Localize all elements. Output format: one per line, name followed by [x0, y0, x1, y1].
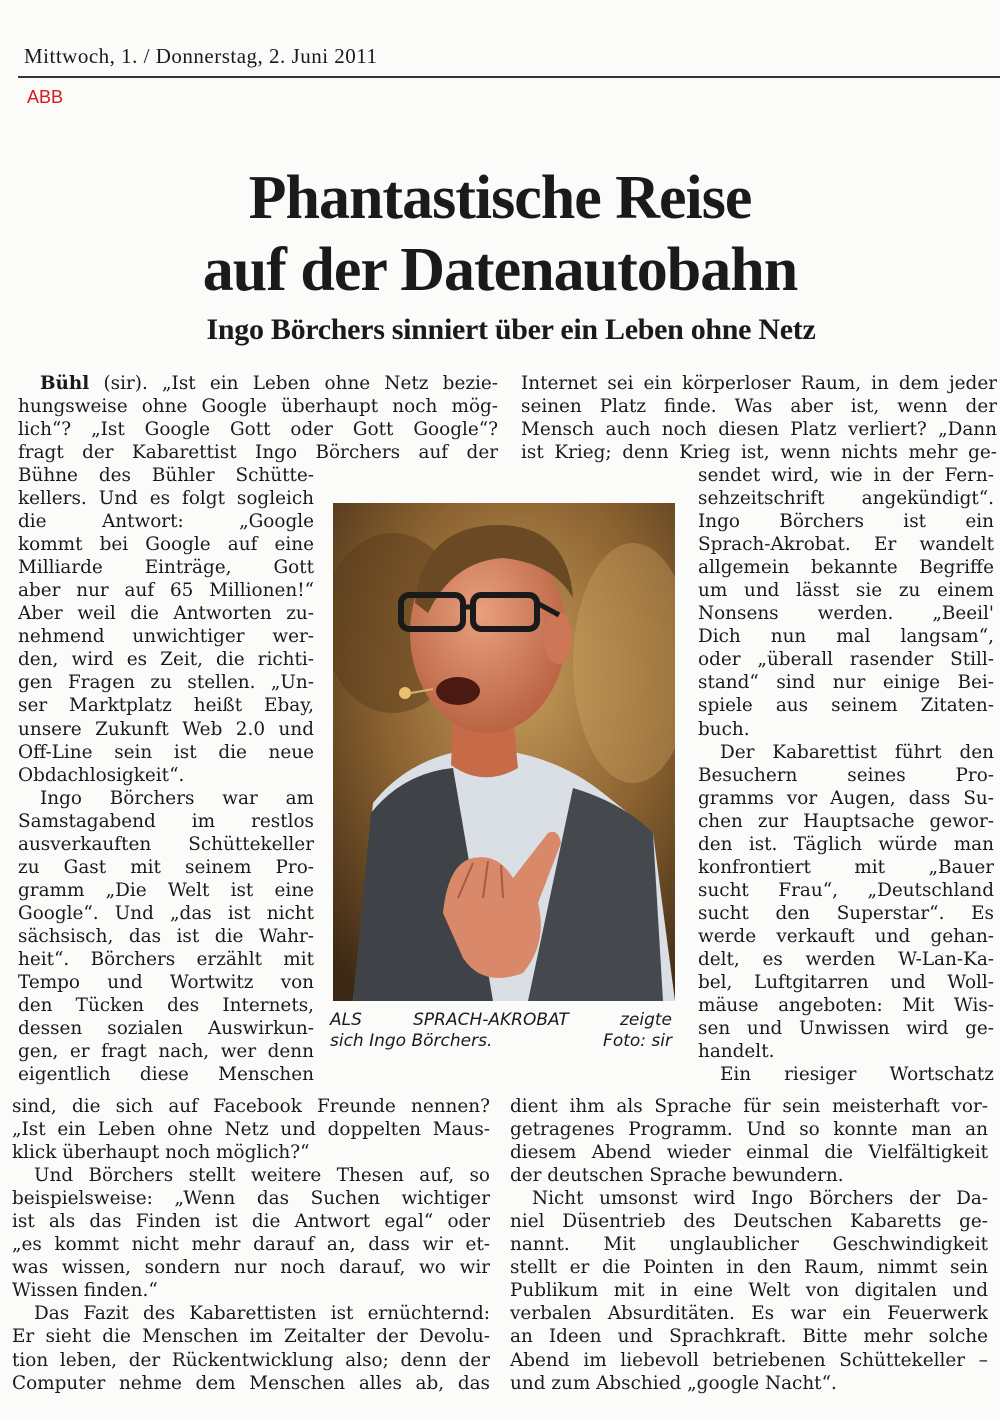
text-line: [698, 625, 994, 648]
text-line-content: gramms vor Augen, dass Su-: [698, 787, 994, 809]
headline: [0, 162, 1000, 306]
text-line: [510, 1141, 988, 1164]
text-line-content: Sprach-Akrobat. Er wandelt: [698, 534, 994, 556]
text-line-content: aber nur auf 65 Millionen!“: [18, 580, 314, 602]
text-line: [510, 1187, 988, 1210]
text-line-content: klick überhaupt noch möglich?“: [12, 1142, 310, 1164]
text-line: [12, 1210, 490, 1233]
text-line-content: konfrontiert mit „Bauer: [698, 856, 994, 878]
text-line-content: werde verkauft und gehan-: [698, 925, 994, 947]
text-line-content: Google“. Und „das ist nicht: [18, 902, 314, 924]
text-line-content: Nicht umsonst wird Ingo Börchers der Da-: [532, 1188, 988, 1210]
text-line-content: heit“. Börchers erzählt mit: [18, 948, 314, 970]
text-line-content: sehzeitschrift angekündigt“.: [698, 488, 994, 510]
text-line-content: den, wird es Zeit, die richti-: [18, 649, 314, 671]
text-line-content: „es kommt nicht mehr darauf an, dass wir et-: [12, 1234, 490, 1256]
text-line-content: (sir). „Ist ein Leben ohne Netz bezie-: [89, 373, 498, 394]
text-line-content: Dich nun mal langsam“,: [698, 626, 994, 648]
text-line-content: sendet wird, wie in der Fern-: [698, 465, 994, 486]
text-line-content: dient ihm als Sprache für sein meisterhaft vor-: [510, 1096, 988, 1117]
text-line-content: handelt.: [698, 1041, 775, 1063]
text-line: [12, 1372, 490, 1395]
text-line: [510, 1256, 988, 1279]
text-line: [18, 787, 314, 810]
text-line-content: fragt der Kabarettist Ingo Börchers auf der: [18, 442, 498, 464]
text-line: [510, 1325, 988, 1348]
text-line: [510, 1372, 988, 1395]
text-line: [18, 994, 314, 1017]
text-line: [18, 925, 314, 948]
caption-word-1: ALS: [330, 1010, 362, 1030]
text-line-content: gramm „Die Welt ist eine: [18, 879, 314, 901]
text-line: [698, 879, 994, 902]
text-line: [510, 1118, 988, 1141]
text-line-content: spiele aus seinem Zitaten-: [698, 695, 994, 717]
column-2-bottom: [510, 1095, 988, 1395]
text-line: [698, 533, 994, 556]
text-line-content: der deutschen Sprache bewundern.: [510, 1165, 844, 1187]
text-line-content: sen und Unwissen wird ge-: [698, 1018, 994, 1040]
text-line: [18, 741, 314, 764]
text-line-content: bel, Luftgitarren und Woll-: [698, 972, 994, 994]
text-line: [698, 810, 994, 833]
photo-credit: Foto: sir: [603, 1031, 672, 1051]
column-2-narrow: [698, 464, 994, 1086]
text-line-content: sucht den Superstar“. Es: [698, 902, 994, 924]
text-line: [18, 902, 314, 925]
text-line: [698, 510, 994, 533]
text-line: [521, 441, 997, 464]
text-line-content: verbalen Absurditäten. Es war ein Feuerwerk: [510, 1303, 988, 1325]
text-line: [12, 1233, 490, 1256]
text-line-content: Der Kabarettist führt den: [720, 741, 994, 763]
text-line: [698, 464, 994, 487]
column-2-top: [521, 372, 997, 464]
text-line: [521, 418, 997, 441]
text-line: [18, 1063, 314, 1086]
text-line-content: Wissen finden.“: [12, 1280, 158, 1302]
text-line: [18, 1040, 314, 1063]
text-line: [18, 418, 498, 441]
text-line: [521, 395, 997, 418]
column-1-bottom: [12, 1095, 490, 1395]
text-line: [698, 1040, 994, 1063]
text-line-content: Nonsens werden. „Beeil': [698, 603, 994, 625]
text-line-content: getragenes Programm. Und so konnte man an: [510, 1119, 988, 1141]
text-line: [18, 1017, 314, 1040]
text-line: [510, 1349, 988, 1372]
text-line: [510, 1233, 988, 1256]
text-line: [18, 441, 498, 464]
text-line: [698, 902, 994, 925]
text-line: [12, 1164, 490, 1187]
text-line-content: ist Krieg; denn Krieg ist, wenn nichts mehr ge-: [521, 442, 997, 464]
text-line: [12, 1118, 490, 1141]
text-line-content: seinen Platz finde. Was aber ist, wenn der: [521, 396, 997, 418]
caption-word-2: SPRACH-AKROBAT: [413, 1010, 569, 1030]
text-line: [18, 625, 314, 648]
text-line-content: stellt er die Pointen in den Raum, nimmt sein: [510, 1257, 988, 1279]
text-line: [18, 487, 314, 510]
text-line: [18, 810, 314, 833]
text-line: [510, 1095, 988, 1118]
text-line: [18, 579, 314, 602]
text-line-content: Ingo Börchers ist ein: [698, 511, 994, 533]
text-line-content: und zum Abschied „google Nacht“.: [510, 1372, 837, 1394]
text-line: [18, 671, 314, 694]
text-line-content: allgemein bekannte Begriffe: [698, 557, 994, 579]
text-line-content: an Ideen und Sprachkraft. Bitte mehr solche: [510, 1326, 988, 1348]
text-line-content: ser Marktplatz heißt Ebay,: [18, 695, 314, 717]
text-line-content: Tempo und Wortwitz von: [18, 972, 314, 994]
text-line: [18, 602, 314, 625]
text-line: [698, 718, 994, 741]
text-line-content: lich“? „Ist Google Gott oder Gott Google“?: [18, 419, 498, 441]
text-line: [698, 741, 994, 764]
text-line-content: Off-Line sein ist die neue: [18, 741, 314, 763]
text-line-content: Und Börchers stellt weitere Thesen auf, so: [34, 1165, 490, 1187]
text-line: [18, 510, 314, 533]
text-line: [521, 372, 997, 395]
text-line: [18, 764, 314, 787]
text-line: [18, 395, 498, 418]
text-line-content: oder „überall rasender Still-: [698, 649, 994, 671]
text-line-content: Computer nehme dem Menschen alles ab, das: [12, 1372, 490, 1394]
text-line-content: eigentlich diese Menschen: [18, 1064, 314, 1086]
text-line-content: nehmend unwichtiger wer-: [18, 626, 314, 648]
text-line-content: unsere Zukunft Web 2.0 und: [18, 718, 314, 740]
text-line-content: sind, die sich auf Facebook Freunde nennen?: [12, 1096, 490, 1117]
text-line: [698, 787, 994, 810]
headline-line-1: Phantastische Reise: [248, 164, 752, 232]
text-line: [18, 648, 314, 671]
text-line-content: Besuchern seines Pro-: [698, 764, 994, 786]
text-line: [18, 533, 314, 556]
text-line: [698, 602, 994, 625]
text-line-content: dessen sozialen Auswirkun-: [18, 1018, 314, 1040]
text-line-content: den ist. Täglich würde man: [698, 833, 994, 855]
text-line: [698, 694, 994, 717]
text-line: [12, 1279, 490, 1302]
text-line: [18, 856, 314, 879]
text-line: [18, 694, 314, 717]
text-line: [18, 464, 314, 487]
text-line-content: tion leben, der Rückentwicklung also; denn der: [12, 1349, 490, 1371]
text-line-content: gen, er fragt nach, wer denn: [18, 1041, 314, 1063]
text-line-content: sächsisch, das ist die Wahr-: [18, 925, 314, 947]
text-line: [18, 879, 314, 902]
text-line: [12, 1325, 490, 1348]
caption-word-3: zeigte: [619, 1010, 672, 1030]
text-line-content: niel Düsentrieb des Deutschen Kabaretts ge-: [510, 1211, 988, 1233]
text-line-content: Ingo Börchers war am: [40, 787, 314, 809]
text-line: [698, 1063, 994, 1086]
text-line: [698, 833, 994, 856]
text-line: [18, 718, 314, 741]
column-1-top: [18, 372, 498, 464]
text-line: [698, 856, 994, 879]
text-line: [698, 648, 994, 671]
text-line-content: zu Gast mit seinem Pro-: [18, 856, 314, 878]
column-1-narrow: [18, 464, 314, 1086]
text-line-content: Bühne des Bühler Schütte-: [18, 465, 314, 486]
text-line-content: diesem Abend wieder einmal die Vielfältigkeit: [510, 1142, 988, 1164]
text-line: [18, 372, 498, 395]
text-line: [12, 1349, 490, 1372]
photo-illustration: [333, 503, 675, 1001]
text-line: [510, 1279, 988, 1302]
text-line: [698, 948, 994, 971]
text-line: [12, 1141, 490, 1164]
text-line: [510, 1164, 988, 1187]
text-line-content: sucht Frau“, „Deutschland: [698, 879, 994, 901]
text-line-content: hungsweise ohne Google überhaupt noch mög-: [18, 396, 498, 418]
text-line-content: Ein riesiger Wortschatz: [720, 1064, 994, 1086]
text-line-content: Internet sei ein körperloser Raum, in dem jeder: [521, 373, 997, 394]
caption-rest: sich Ingo Börchers.: [330, 1031, 493, 1051]
text-line: [18, 971, 314, 994]
text-line-content: Das Fazit des Kabarettisten ist ernüchternd:: [34, 1303, 490, 1325]
text-line-content: kommt bei Google auf eine: [18, 534, 314, 556]
dateline-place: Bühl: [40, 373, 90, 394]
text-line-content: buch.: [698, 718, 750, 740]
text-line: [12, 1256, 490, 1279]
text-line-content: chen zur Hauptsache gewor-: [698, 810, 994, 832]
text-line-content: Er sieht die Menschen im Zeitalter der Devolu-: [12, 1326, 490, 1348]
text-line-content: Milliarde Einträge, Gott: [18, 557, 314, 579]
text-line: [18, 556, 314, 579]
text-line: [12, 1187, 490, 1210]
subheadline: Ingo Börchers sinniert über ein Leben ohne Netz: [206, 313, 816, 346]
text-line-content: um und lässt sie zu einem: [698, 580, 994, 602]
text-line-content: Aber weil die Antworten zu-: [18, 603, 314, 625]
text-line-content: Mensch auch noch diesen Platz verliert? „Dann: [521, 419, 997, 441]
text-line-content: „Ist ein Leben ohne Netz und doppelten Maus-: [12, 1119, 490, 1141]
text-line: [510, 1210, 988, 1233]
article-photo: [333, 503, 675, 1001]
text-line-content: Obdachlosigkeit“.: [18, 764, 185, 786]
header-rule: [18, 76, 1000, 78]
text-line: [698, 556, 994, 579]
text-line: [698, 925, 994, 948]
text-line-content: Samstagabend im restlos: [18, 810, 314, 832]
text-line: [12, 1302, 490, 1325]
text-line-content: den Tücken des Internets,: [18, 995, 314, 1017]
text-line: [698, 994, 994, 1017]
text-line: [698, 579, 994, 602]
photo-caption: [330, 1010, 672, 1052]
text-line-content: beispielsweise: „Wenn das Suchen wichtiger: [12, 1188, 490, 1210]
text-line: [12, 1095, 490, 1118]
headline-line-2: auf der Datenautobahn: [202, 236, 798, 304]
text-line: [698, 671, 994, 694]
text-line-content: ausverkauften Schüttekeller: [18, 833, 314, 855]
text-line: [18, 948, 314, 971]
text-line-content: ist als das Finden ist die Antwort egal“ oder: [12, 1211, 490, 1233]
dateline: Mittwoch, 1. / Donnerstag, 2. Juni 2011: [24, 44, 378, 68]
text-line-content: die Antwort: „Google: [18, 511, 314, 533]
text-line-content: Abend im liebevoll betriebenen Schüttekeller –: [510, 1349, 988, 1371]
text-line-content: gen Fragen zu stellen. „Un-: [18, 672, 314, 694]
text-line: [18, 833, 314, 856]
text-line-content: delt, es werden W-Lan-Ka-: [698, 948, 994, 970]
text-line: [510, 1302, 988, 1325]
text-line-content: mäuse angeboten: Mit Wis-: [698, 995, 994, 1017]
text-line: [698, 764, 994, 787]
text-line: [698, 971, 994, 994]
text-line: [698, 1017, 994, 1040]
text-line-content: kellers. Und es folgt sogleich: [18, 488, 314, 510]
text-line-content: was wissen, sondern nur noch darauf, wo wir: [12, 1257, 490, 1279]
text-line: [698, 487, 994, 510]
section-tag: ABB: [27, 87, 64, 107]
text-line-content: stand“ sind nur einige Bei-: [698, 672, 994, 694]
text-line-content: Publikum mit in eine Welt von digitalen und: [510, 1280, 988, 1302]
text-line-content: nannt. Mit unglaublicher Geschwindigkeit: [510, 1234, 988, 1256]
